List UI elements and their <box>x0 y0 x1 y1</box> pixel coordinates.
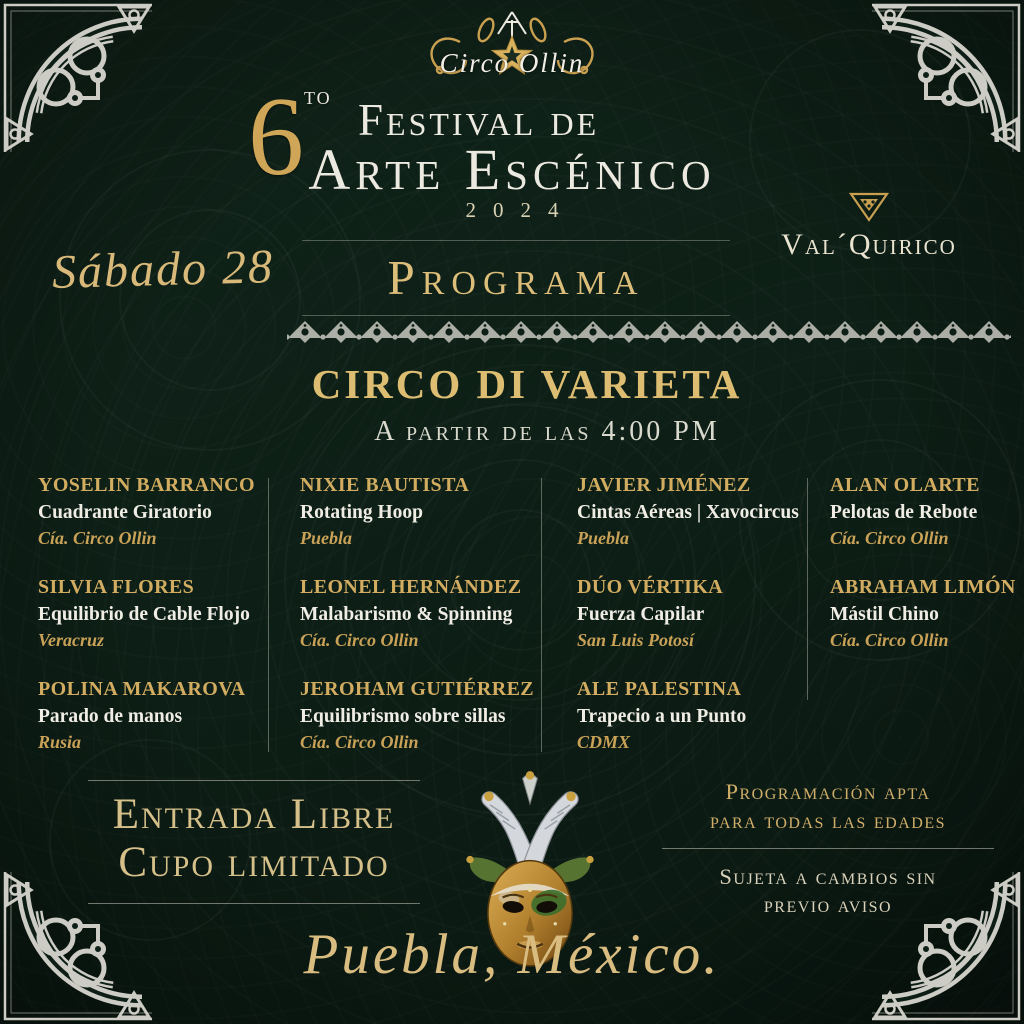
act-origin: Puebla <box>577 528 629 548</box>
corner-ornament-top-right <box>872 0 1024 152</box>
admission-line2: Cupo limitado <box>118 839 390 887</box>
circo-ollin-logo <box>382 8 642 88</box>
act-description: Mástil Chino <box>830 604 939 625</box>
footer-notes <box>660 778 996 920</box>
lineup-column-2 <box>300 474 538 780</box>
act-origin: Cía. Circo Ollin <box>300 630 419 650</box>
act-origin: Cía. Circo Ollin <box>300 732 419 752</box>
act-entry <box>300 576 538 651</box>
act-entry <box>830 576 1014 651</box>
age-note-line1: Programación apta <box>725 779 931 804</box>
festival-year: 2024 <box>465 198 576 222</box>
festival-title-line1: Festival de <box>358 95 600 145</box>
act-entry <box>38 678 266 753</box>
act-description: Fuerza Capilar <box>577 604 705 625</box>
show-title: CIRCO DI VARIETA <box>311 361 743 407</box>
act-description: Cuadrante Giratorio <box>38 502 212 523</box>
act-entry <box>38 474 266 549</box>
act-performer: ABRAHAM LIMÓN <box>830 576 1016 598</box>
valquirico-triangle-icon <box>849 192 889 222</box>
act-performer: POLINA MAKAROVA <box>38 678 246 700</box>
lace-divider <box>287 318 1011 343</box>
edition-suffix: to <box>304 83 332 110</box>
act-origin: Cía. Circo Ollin <box>38 528 157 548</box>
location-text: Puebla, México. <box>303 923 721 986</box>
act-origin: Cía. Circo Ollin <box>830 630 949 650</box>
schedule-note-line1: Sujeta a cambios sin <box>719 863 937 889</box>
schedule-note-line2: previo aviso <box>763 892 893 918</box>
act-description: Trapecio a un Punto <box>577 706 747 727</box>
act-performer: JEROHAM GUTIÉRREZ <box>300 678 535 700</box>
act-performer: LEONEL HERNÁNDEZ <box>300 576 522 598</box>
act-entry <box>577 678 803 753</box>
act-origin: San Luis Potosí <box>577 630 695 650</box>
column-divider <box>268 478 269 752</box>
act-entry <box>577 576 803 651</box>
act-performer: ALAN OLARTE <box>830 474 980 496</box>
venue-block <box>744 192 994 262</box>
note-divider <box>662 848 994 849</box>
lineup-column-3 <box>577 474 803 780</box>
act-origin: Veracruz <box>38 630 105 650</box>
act-description: Parado de manos <box>38 706 183 727</box>
admission-banner <box>88 780 420 904</box>
act-description: Malabarismo & Spinning <box>300 604 513 625</box>
act-origin: Rusia <box>38 732 82 752</box>
venue-name: Val´Quirico <box>781 228 957 261</box>
lineup-column-1 <box>38 474 266 780</box>
column-divider <box>807 478 808 700</box>
edition-number: $6^{to}$ <box>248 75 332 199</box>
age-suitability-note <box>660 778 996 836</box>
act-entry <box>577 474 803 549</box>
act-description: Equilibrio de Cable Flojo <box>38 604 250 625</box>
program-heading-box <box>302 240 730 316</box>
act-entry <box>830 474 1014 549</box>
act-performer: NIXIE BAUTISTA <box>300 474 470 496</box>
festival-title-line2: Arte Escénico <box>308 137 716 202</box>
act-origin: Cía. Circo Ollin <box>830 528 949 548</box>
age-note-line2: para todas las edades <box>710 807 946 833</box>
act-origin: CDMX <box>577 732 631 752</box>
schedule-change-note <box>660 863 996 921</box>
act-performer: DÚO VÉRTIKA <box>577 576 724 598</box>
act-performer: ALE PALESTINA <box>577 678 742 700</box>
corner-ornament-top-left <box>0 0 152 152</box>
event-date: Sábado 28 <box>51 240 275 299</box>
act-entry <box>300 678 538 753</box>
act-description: Cintas Aéreas | Xavocircus <box>577 502 799 523</box>
act-origin: Puebla <box>300 528 352 548</box>
act-description: Equilibrismo sobre sillas <box>300 706 506 727</box>
act-entry <box>300 474 538 549</box>
admission-line1: Entrada Libre <box>112 791 396 838</box>
program-heading: Programa <box>387 250 645 305</box>
act-description: Pelotas de Rebote <box>830 502 978 523</box>
column-divider <box>541 478 542 752</box>
act-performer: YOSELIN BARRANCO <box>38 474 255 496</box>
show-start-time: A partir de las 4:00 PM <box>374 416 720 447</box>
act-entry <box>38 576 266 651</box>
logo-text: Circo Ollin <box>439 48 585 78</box>
act-performer: SILVIA FLORES <box>38 576 195 598</box>
act-description: Rotating Hoop <box>300 502 423 523</box>
act-performer: JAVIER JIMÉNEZ <box>577 474 751 496</box>
lineup-column-4 <box>830 474 1014 678</box>
